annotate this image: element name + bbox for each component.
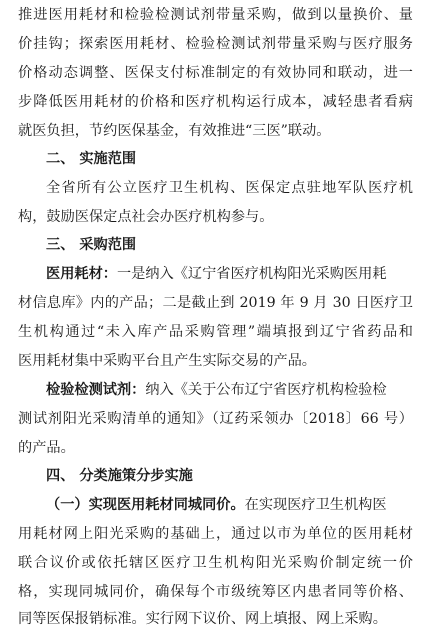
section-heading-scope: 二、 实施范围 [46,151,137,167]
reagents-label: 检验检测试剂： [46,382,146,398]
section-heading-purchase-scope: 三、 采购范围 [46,237,137,253]
paragraph-line: 格，实现同城同价，确保每个市级统筹区内患者同等价格、 [18,584,413,600]
paragraph-line: 用耗材网上阳光采购的基础上，通过以市为单位的医用耗材 [18,526,413,542]
paragraph-line: 价挂钩；探索医用耗材、检验检测试剂带量采购与医疗服务 [18,36,413,52]
subsection-first-line [46,495,413,515]
consumables-label: 医用耗材： [46,266,117,282]
paragraph-line: 全省所有公立医疗卫生机构、医保定点驻地军队医疗机 [46,180,413,196]
subsection-label: （一）实现医用耗材同城同价。 [46,497,245,513]
paragraph-line: 联合议价或依托辖区医疗卫生机构阳光采购价制定统一价 [18,555,413,571]
paragraph-line: 同等医保报销标准。实行网下议价、网上填报、网上采购。 [18,611,387,627]
consumables-text: 一是纳入《辽宁省医疗机构阳光采购医用耗 [116,266,387,282]
paragraph-line: 价格动态调整、医保支付标准制定的有效协同和联动，进一 [18,65,413,81]
paragraph-line: 医用耗材集中采购平台且产生实际交易的产品。 [18,353,316,369]
reagents-paragraph-first-line [46,380,413,400]
paragraph-line: 就医负担，节约医保基金，有效推进“三医”联动。 [18,123,331,139]
paragraph-line: 测试剂阳光采购清单的通知》（辽药采领办〔2018〕66 号） [18,411,413,427]
paragraph-line: 材信息库》内的产品；二是截止到 2019 年 9 月 30 日医疗卫 [18,295,413,311]
paragraph-line: 生机构通过“未入库产品采购管理”端填报到辽宁省药品和 [18,324,413,340]
consumables-paragraph-first-line [46,264,413,284]
paragraph-line: 推进医用耗材和检验检测试剂带量采购，做到以量换价、量 [18,7,413,23]
paragraph-line: 的产品。 [18,440,75,456]
paragraph-line: 构，鼓励医保定点社会办医疗机构参与。 [18,209,274,225]
reagents-text: 纳入《关于公布辽宁省医疗机构检验检 [145,382,387,398]
section-heading-implementation: 四、 分类施策分步实施 [46,468,193,484]
subsection-text: 在实现医疗卫生机构医 [244,497,387,513]
paragraph-line: 步降低医用耗材的价格和医疗机构运行成本，减轻患者看病 [18,94,413,110]
